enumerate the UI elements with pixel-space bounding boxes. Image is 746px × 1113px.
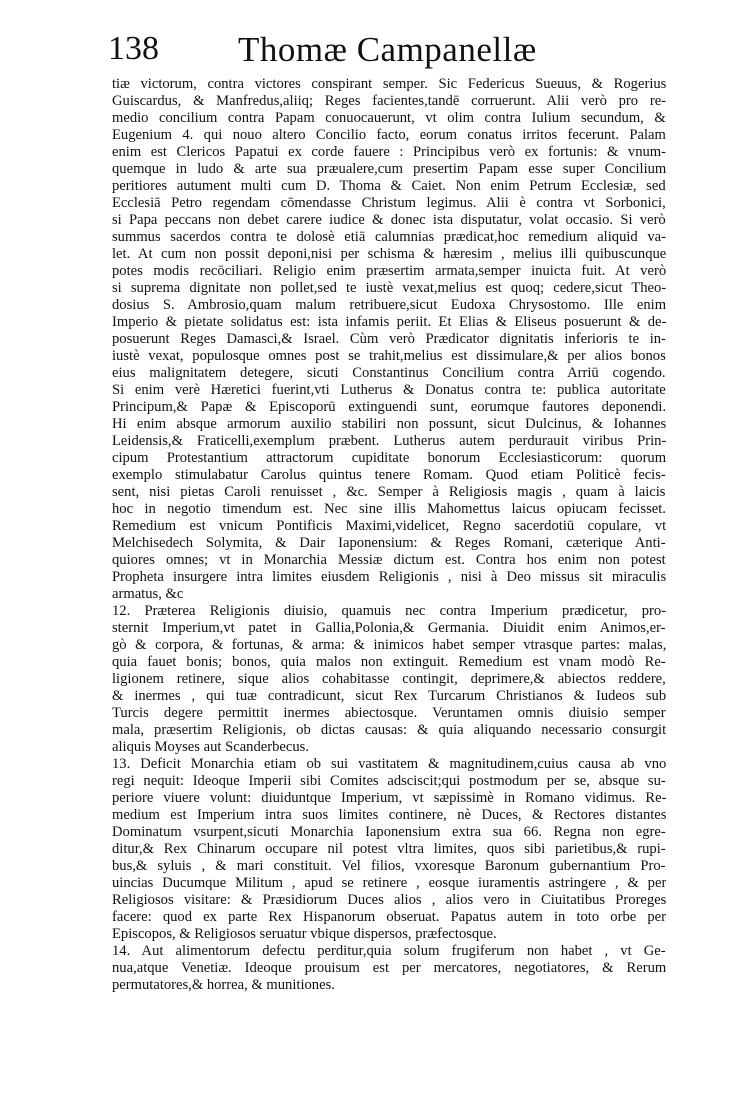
text-line: peritiores autument multi cum D. Thoma & Caiet. Non enim Petrum Ecclesiæ, sed (112, 178, 666, 194)
text-line: Remedium est vnicum Pontificis Maximi,videlicet, Regno sacerdotiū copulare, vt (112, 518, 666, 534)
text-line: mala, præsertim Religionis, ob dictas causas: & quia aliquando necessario consurgit (112, 722, 666, 738)
text-line: medio concilium contra Papam conuocauerunt, vt olim contra Iulium secundum, & (112, 110, 666, 126)
text-line: facere: quod ex parte Rex Hispanorum obseruat. Papatus autem in toto orbe per (112, 909, 666, 925)
text-line: Guiscardus, & Manfredus,aliiq; Reges facientes,tandē corruerunt. Alii verò pro re- (112, 93, 666, 109)
text-line: quia fauet bonis; bonos, quia malos non extinguit. Remedium est vnam modò Re- (112, 654, 666, 670)
text-line: 14. Aut alimentorum defectu perditur,quia solum frugiferum non habet , vt Ge- (112, 943, 666, 959)
text-line: Religiosos visitare: & Præsidiorum Duces alios , alios vero in Ciuitatibus Proreges (112, 892, 666, 908)
text-line: armatus, &c (112, 586, 184, 602)
text-line: Leidensis,& Fraticelli,exemplum præbent. Lutherus autem perdurauit viribus Prin- (112, 433, 666, 449)
text-line: & inermes , qui tuæ contradicunt, sicut Rex Turcarum Christianos & Iudeos sub (112, 688, 666, 704)
text-line: potes modis recōciliari. Religio enim præsertim armata,semper inuicta fuit. At verò (112, 263, 666, 279)
text-line: bus,& syluis , & mari constituit. Vel filios, vxoresque Baronum gubernantium Pro- (112, 858, 666, 874)
text-line: si suprema dignitate non pollet,sed te iustè vexat,melius est quoq; cedere,sicut Theo- (112, 280, 666, 296)
text-line: ligionem retinere, sique alios cohabitasse contingit, deprimere,& abiectos reddere, (112, 671, 666, 687)
text-line: Hi enim absque armorum auxilio stabiliri non possunt, sicut Dulcinus, & Iohannes (112, 416, 666, 432)
text-line: sternit Imperium,vt patet in Gallia,Polonia,& Germania. Diuidit enim Animos,er- (112, 620, 666, 636)
text-line: Si enim verè Hæretici fuerint,vti Lutherus & Donatus contra te: publica autoritate (112, 382, 666, 398)
text-line: summus sacerdos contra te dolosè etiā calumnias prædicat,hoc remedium aliquid va- (112, 229, 666, 245)
text-line: regi nequit: Ideoque Imperii sibi Comites adsciscit;qui postmodum per se, absque su- (112, 773, 666, 789)
text-line: medium est Imperium intra suos limites continere, nè Duces, & Rectores distantes (112, 807, 666, 823)
text-line: exemplo stimulabatur Carolus quintus tenere Romam. Quod etiam Politicè fecis- (112, 467, 666, 483)
text-line: Dominatum vsurpent,sicuti Monarchia Iaponensium extra sua 66. Regna non egre- (112, 824, 666, 840)
text-line: Turcis degere permittit inermes abiectosque. Veruntamen omnis diuisio semper (112, 705, 666, 721)
text-line: quemque in ludo & arte sua præualere,cum presertim Papam esse super Concilium (112, 161, 666, 177)
text-line: eius malignitatem detegere, sicuti Constantinus Concilium contra Arriū cogendo. (112, 365, 666, 381)
text-line: aliquis Moyses aut Scanderbecus. (112, 739, 309, 755)
text-line: posuerunt Reges Damasci,& Israel. Cùm verò Prædicator dignitatis inferioris te in- (112, 331, 666, 347)
text-line: sent, nisi pietas Caroli renuisset , &c. Semper à Religiosis magis , quam à laicis (112, 484, 666, 500)
body-text (112, 76, 666, 994)
text-line: Melchisedech Solymita, & Dair Iaponensium: & Reges Romani, cæterique Anti- (112, 535, 666, 551)
text-line: iustè vexat, populosque omnes post se trahit,melius est dissimulare,& per alios bonos (112, 348, 666, 364)
text-line: ditur,& Rex Chinarum occupare nil potest vltra limites, quos sibi parietibus,& rupi- (112, 841, 666, 857)
text-line: hoc in negotio timendum est. Nec sine illis Mahomettus laicus opiucam fecisset. (112, 501, 666, 517)
text-line: 12. Præterea Religionis diuisio, quamuis nec contra Imperium prædicetur, pro- (112, 603, 666, 619)
text-line: enim est Clericos Papatui ex corde fauere : Principibus verò ex fortunis: & vnum- (112, 144, 666, 160)
text-line: Ecclesiā Petro regendam cōmendasse Christum legimus. Alii è contra vt Sorbonici, (112, 195, 666, 211)
text-line: si Papa peccans non debet carere iudice & donec ista disputatur, volat occasio. Si verò (112, 212, 666, 228)
text-line: uincias Ducumque Militum , apud se retinere , eosque iuramentis astringere , & per (112, 875, 666, 891)
text-line: quiores omnes; vt in Monarchia Messiæ dictum est. Contra hos enim non potest (112, 552, 666, 568)
text-line: let. At cum non possit deponi,nisi per schisma & hæresim , melius illi quibuscunque (112, 246, 666, 262)
text-line: Eugenium 4. qui nouo altero Concilio facto, eorum conatus irritos fecerunt. Palam (112, 127, 666, 143)
text-line: cipum Protestantium attractorum cupiditate bonorum Ecclesiasticorum: quorum (112, 450, 666, 466)
text-line: dosius S. Ambrosio,quam malum retribuere,sicut Eudoxa Chrysostomo. Ille enim (112, 297, 666, 313)
text-line: Imperio & pietate solidatus est: ista infamis periit. Et Elias & Eliseus posuerunt & de- (112, 314, 666, 330)
text-line: periore viuere volunt: diuiduntque Imperium, vt sæpissimè in Romano vidimus. Re- (112, 790, 666, 806)
page-number: 138 (108, 30, 159, 67)
text-line: 13. Deficit Monarchia etiam ob sui vastitatem & magnitudinem,cuius causa ab vno (112, 756, 666, 772)
text-line: nua,atque Venetiæ. Ideoque prouisum est per mercatores, negotiatores, & Rerum (112, 960, 666, 976)
page-header (0, 12, 746, 74)
text-line: tiæ victorum, contra victores conspirant semper. Sic Federicus Sueuus, & Rogerius (112, 76, 666, 92)
text-line: Episcopos, & Religiosos seruatur vbique dispersos, præfectosque. (112, 926, 497, 942)
text-line: gò & corpora, & fortunas, & arma: & inimicos habet semper vtrasque partes: malas, (112, 637, 666, 653)
running-title: Thomæ Campanellæ (238, 30, 537, 69)
text-line: Propheta insurgere intra limites eiusdem Religionis , nisi à Deo missus sit miraculis (112, 569, 666, 585)
text-line: Principum,& Papæ & Episcoporū extinguendi sunt, eorumque fautores deponendi. (112, 399, 666, 415)
text-line: permutatores,& horrea, & munitiones. (112, 977, 335, 993)
